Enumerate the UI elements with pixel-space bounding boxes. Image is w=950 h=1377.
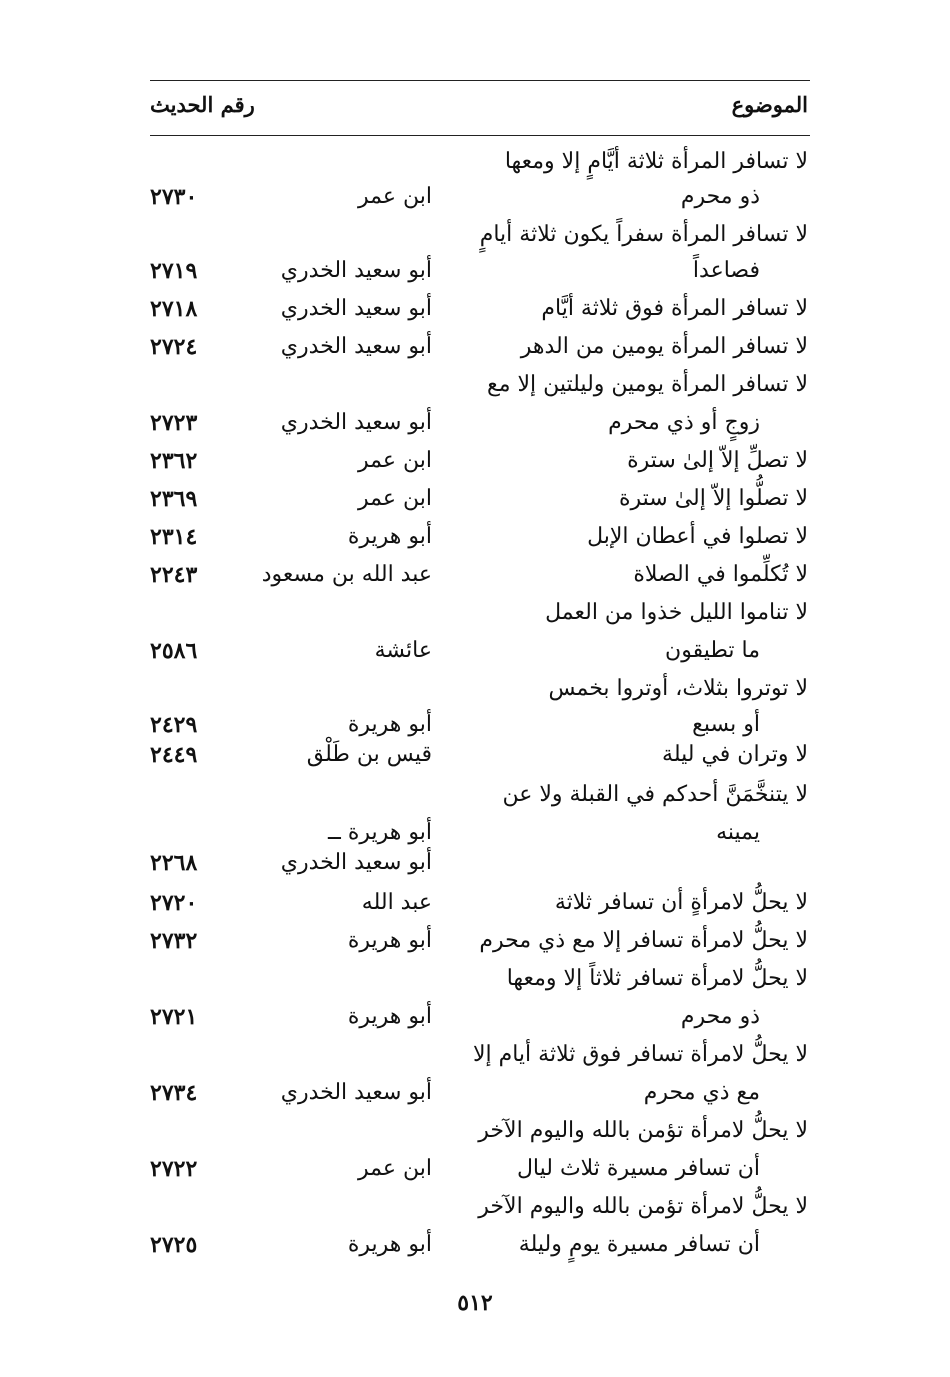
- entry-hadith-number: ٢٣٦٢: [150, 448, 198, 474]
- entry-hadith-number: ٢٢٦٨: [150, 850, 198, 876]
- entry-topic: زوجٍ أو ذي محرم: [608, 410, 760, 435]
- entry-topic: أو بسبع: [692, 712, 760, 737]
- entry-topic: لا يحلُّ لامرأة تسافر فوق ثلاثة أيام إلا: [472, 1042, 808, 1067]
- entry-narrator: أبو سعيد الخدري: [280, 1080, 432, 1105]
- entry-hadith-number: ٢٣٦٩: [150, 486, 198, 512]
- entry-topic: أن تسافر مسيرة يومٍ وليلة: [518, 1232, 760, 1257]
- entry-narrator: ابن عمر: [358, 184, 432, 209]
- entry-topic: لا تسافر المرأة يومين من الدهر: [520, 334, 808, 359]
- entry-narrator: قيس بن طَلْق: [306, 742, 432, 767]
- entry-hadith-number: ٢٧١٨: [150, 296, 198, 322]
- entry-topic: لا تصلِّ إلاّ إلىٰ سترة: [627, 448, 808, 473]
- entry-topic: لا يتنخَّمَنَّ أحدكم في القبلة ولا عن: [502, 782, 808, 807]
- entry-hadith-number: ٢٧٣٠: [150, 184, 198, 210]
- entry-hadith-number: ٢٧٢٢: [150, 1156, 198, 1182]
- entry-hadith-number: ٢٤٤٩: [150, 742, 198, 768]
- entry-topic: لا تسافر المرأة ثلاثة أيَّامٍ إلا ومعها: [504, 149, 808, 174]
- entry-narrator: أبو سعيد الخدري: [280, 334, 432, 359]
- entry-hadith-number: ٢٧٢٥: [150, 1232, 198, 1258]
- entry-narrator: أبو هريرة: [347, 928, 432, 953]
- entry-hadith-number: ٢٧٢٤: [150, 334, 198, 360]
- entry-narrator: أبو هريرة: [347, 1004, 432, 1029]
- entry-topic: يمينه: [716, 820, 760, 845]
- page-number: ٥١٢: [457, 1290, 493, 1316]
- entry-topic: فصاعداً: [692, 258, 760, 283]
- entry-topic: لا يحلُّ لامرأة تسافر ثلاثاً إلا ومعها: [506, 966, 808, 991]
- entry-topic: لا يحلُّ لامرأة تسافر إلا مع ذي محرم: [479, 928, 808, 953]
- entry-narrator: أبو سعيد الخدري: [280, 296, 432, 321]
- entry-topic: لا تسافر المرأة يومين وليلتين إلا مع: [486, 372, 808, 397]
- entry-hadith-number: ٢٧٢٣: [150, 410, 198, 436]
- entry-topic: أن تسافر مسيرة ثلاث ليال: [516, 1156, 760, 1181]
- header-topic: الموضوع: [731, 92, 808, 117]
- entry-narrator: أبو هريرة: [347, 712, 432, 737]
- entry-topic: لا توتروا بثلاث، أوتروا بخمس: [548, 676, 808, 701]
- entry-topic: لا تسافر المرأة سفراً يكون ثلاثة أيامٍ: [479, 222, 808, 247]
- top-rule: [150, 80, 810, 81]
- entry-topic: مع ذي محرم: [643, 1080, 760, 1105]
- entry-topic: لا تصلوا في أعطان الإبل: [587, 524, 808, 549]
- entry-topic: ذو محرم: [680, 1004, 760, 1029]
- entry-narrator: عائشة: [374, 638, 432, 663]
- header-hadith-number: رقم الحديث: [150, 92, 255, 117]
- entry-topic: ما تطيقون: [665, 638, 760, 663]
- entry-hadith-number: ٢٧٣٢: [150, 928, 198, 954]
- entry-narrator: ابن عمر: [358, 1156, 432, 1181]
- entry-topic: لا تُكلِّموا في الصلاة: [633, 562, 808, 587]
- entry-narrator: عبد الله بن مسعود: [261, 562, 432, 587]
- entry-narrator: أبو هريرة: [347, 1232, 432, 1257]
- entry-hadith-number: ٢٧٢١: [150, 1004, 198, 1030]
- entry-topic: لا يحلُّ لامرأة تؤمن بالله واليوم الآخر: [478, 1194, 808, 1219]
- entry-hadith-number: ٢٢٤٣: [150, 562, 198, 588]
- entry-narrator: ابن عمر: [358, 448, 432, 473]
- entry-narrator: أبو سعيد الخدري: [280, 850, 432, 875]
- entry-hadith-number: ٢٤٢٩: [150, 712, 198, 738]
- entry-narrator: أبو سعيد الخدري: [280, 410, 432, 435]
- entry-topic: لا يحلُّ لامرأة تؤمن بالله واليوم الآخر: [478, 1118, 808, 1143]
- entry-hadith-number: ٢٧١٩: [150, 258, 198, 284]
- entry-hadith-number: ٢٧٢٠: [150, 890, 198, 916]
- entry-narrator: أبو هريرة ــ: [327, 820, 432, 845]
- entry-topic: ذو محرم: [680, 184, 760, 209]
- entry-hadith-number: ٢٧٣٤: [150, 1080, 198, 1106]
- entry-topic: لا تصلُّوا إلاّ إلىٰ سترة: [618, 486, 808, 511]
- entry-hadith-number: ٢٥٨٦: [150, 638, 198, 664]
- entry-hadith-number: ٢٣١٤: [150, 524, 198, 550]
- entry-narrator: أبو هريرة: [347, 524, 432, 549]
- entry-topic: لا يحلُّ لامرأةٍ أن تسافر ثلاثة: [554, 890, 808, 915]
- header-rule: [150, 135, 810, 136]
- entry-topic: لا تناموا الليل خذوا من العمل: [545, 600, 808, 625]
- entry-narrator: أبو سعيد الخدري: [280, 258, 432, 283]
- entry-topic: لا وتران في ليلة: [662, 742, 808, 767]
- entry-narrator: ابن عمر: [358, 486, 432, 511]
- entry-narrator: عبد الله: [361, 890, 432, 915]
- entry-topic: لا تسافر المرأة فوق ثلاثة أيَّام: [541, 296, 808, 321]
